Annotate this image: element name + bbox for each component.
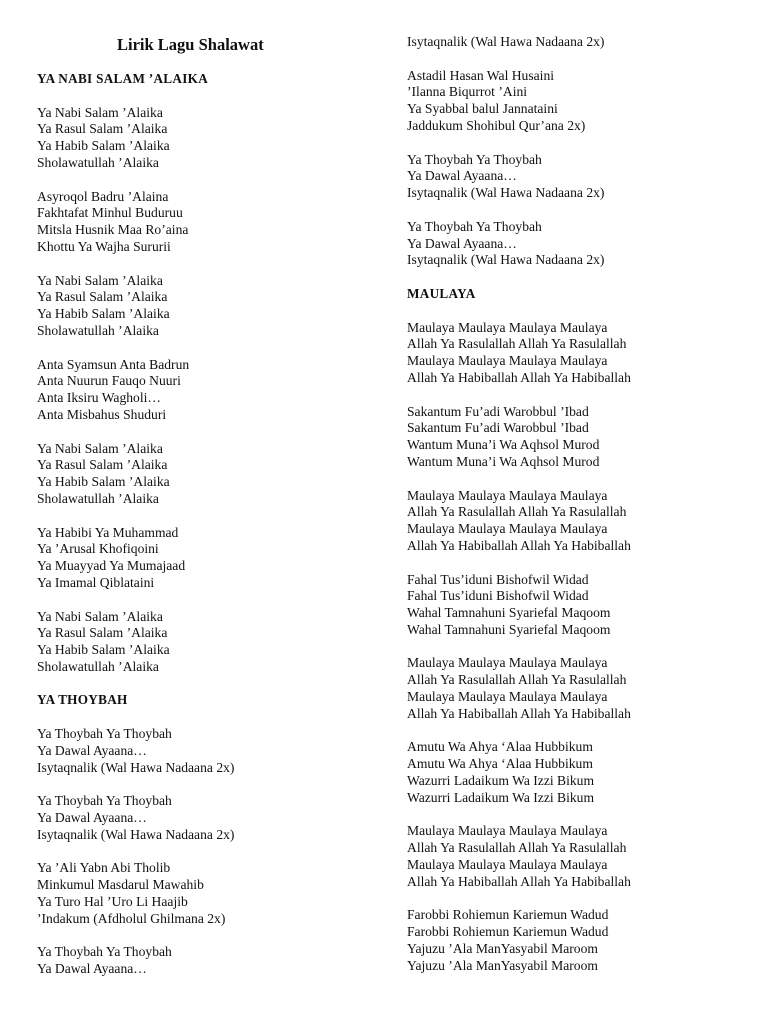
lyric-line: Ya Dawal Ayaana…	[407, 168, 517, 184]
stanza-gap	[37, 256, 377, 273]
lyric-line: Asyroqol Badru ’Alaina	[37, 188, 169, 204]
stanza-gap	[407, 303, 757, 320]
right-column-body	[407, 34, 757, 975]
lyric-line: Ya Thoybah Ya Thoybah	[37, 726, 172, 742]
stanza-gap	[37, 709, 377, 726]
lyric-line: Wantum Muna’i Wa Aqhsol Murod	[407, 453, 600, 469]
lyric-line: Astadil Hasan Wal Husaini	[407, 67, 555, 83]
lyric-line: Ya Turo Hal ’Uro Li Haajib	[37, 894, 188, 910]
lyric-line: Mitsla Husnik Maa Ro’aina	[37, 222, 189, 238]
lyric-line: Allah Ya Habiballah Allah Ya Habiballah	[407, 537, 631, 553]
section-heading: MAULAYA	[407, 285, 476, 301]
lyric-line: Allah Ya Habiballah Allah Ya Habiballah	[407, 873, 631, 889]
lyric-line: Ya Habib Salam ’Alaika	[37, 306, 170, 322]
lyric-line: Sholawatullah ’Alaika	[37, 658, 159, 674]
lyric-line: Wahal Tamnahuni Syariefal Maqoom	[407, 605, 611, 621]
stanza-gap	[37, 676, 377, 693]
lyric-line: Minkumul Masdarul Mawahib	[37, 877, 204, 893]
lyric-line: Ya Dawal Ayaana…	[37, 961, 147, 977]
lyric-line: Allah Ya Rasulallah Allah Ya Rasulallah	[407, 504, 627, 520]
lyric-line: Maulaya Maulaya Maulaya Maulaya	[407, 655, 608, 671]
lyric-line: Ya Thoybah Ya Thoybah	[37, 944, 172, 960]
lyric-line: Isytaqnalik (Wal Hawa Nadaana 2x)	[37, 826, 235, 842]
lyric-line: Sholawatullah ’Alaika	[37, 322, 159, 338]
lyric-line: Allah Ya Habiballah Allah Ya Habiballah	[407, 369, 631, 385]
stanza-gap	[407, 555, 757, 572]
stanza-gap	[37, 88, 377, 105]
lyric-line: Wantum Muna’i Wa Aqhsol Murod	[407, 437, 600, 453]
lyric-line: Allah Ya Rasulallah Allah Ya Rasulallah	[407, 672, 627, 688]
lyric-line: Sholawatullah ’Alaika	[37, 154, 159, 170]
lyric-line: Ya Thoybah Ya Thoybah	[37, 793, 172, 809]
lyric-line: Allah Ya Rasulallah Allah Ya Rasulallah	[407, 840, 627, 856]
stanza-gap	[407, 471, 757, 488]
right-top-spacer	[407, 0, 757, 34]
stanza-gap	[37, 340, 377, 357]
lyric-line: Ya Habib Salam ’Alaika	[37, 642, 170, 658]
stanza-gap	[407, 807, 757, 824]
stanza-gap	[37, 776, 377, 793]
lyric-line: Sakantum Fu’adi Warobbul ’Ibad	[407, 420, 589, 436]
lyric-line: Sakantum Fu’adi Warobbul ’Ibad	[407, 403, 589, 419]
lyric-line: Ya ’Ali Yabn Abi Tholib	[37, 860, 171, 876]
lyric-line: Maulaya Maulaya Maulaya Maulaya	[407, 487, 608, 503]
stanza-gap	[407, 51, 757, 68]
lyric-line: ’Ilanna Biqurrot ’Aini	[407, 84, 528, 100]
lyric-line: Maulaya Maulaya Maulaya Maulaya	[407, 689, 608, 705]
lyric-line: Ya Nabi Salam ’Alaika	[37, 104, 163, 120]
stanza-gap	[407, 891, 757, 908]
lyric-line: Ya Thoybah Ya Thoybah	[407, 151, 542, 167]
lyric-line: Anta Misbahus Shuduri	[37, 406, 167, 422]
left-column	[37, 0, 377, 978]
lyric-line: Ya Habib Salam ’Alaika	[37, 474, 170, 490]
lyric-line: Ya Rasul Salam ’Alaika	[37, 457, 168, 473]
lyric-line: Wazurri Ladaikum Wa Izzi Bikum	[407, 789, 595, 805]
lyric-line: Allah Ya Habiballah Allah Ya Habiballah	[407, 705, 631, 721]
lyric-line: Amutu Wa Ahya ‘Alaa Hubbikum	[407, 756, 593, 772]
lyric-line: Ya Dawal Ayaana…	[37, 742, 147, 758]
section-heading: YA NABI SALAM ’ALAIKA	[37, 71, 209, 86]
lyric-line: Amutu Wa Ahya ‘Alaa Hubbikum	[407, 739, 593, 755]
stanza-gap	[407, 202, 757, 219]
left-column-body	[37, 71, 377, 978]
lyric-line: Ya ’Arusal Khofiqoini	[37, 541, 159, 557]
lyric-line: Sholawatullah ’Alaika	[37, 490, 159, 506]
stanza-gap	[37, 928, 377, 945]
lyric-line: Isytaqnalik (Wal Hawa Nadaana 2x)	[407, 34, 605, 49]
lyric-line: Anta Nuurun Fauqo Nuuri	[37, 373, 181, 389]
lyric-line: Ya Rasul Salam ’Alaika	[37, 625, 168, 641]
lyric-line: Yajuzu ’Ala ManYasyabil Maroom	[407, 957, 598, 973]
stanza-gap	[37, 424, 377, 441]
lyric-line: Isytaqnalik (Wal Hawa Nadaana 2x)	[37, 759, 235, 775]
lyric-line: Maulaya Maulaya Maulaya Maulaya	[407, 857, 608, 873]
lyric-line: Fahal Tus’iduni Bishofwil Widad	[407, 571, 589, 587]
lyric-line: Ya Rasul Salam ’Alaika	[37, 289, 168, 305]
lyric-line: Isytaqnalik (Wal Hawa Nadaana 2x)	[407, 185, 605, 201]
lyric-line: Ya Habib Salam ’Alaika	[37, 138, 170, 154]
lyric-line: Fakhtafat Minhul Buduruu	[37, 205, 183, 221]
stanza-gap	[407, 269, 757, 286]
stanza-gap	[407, 723, 757, 740]
lyric-line: Maulaya Maulaya Maulaya Maulaya	[407, 319, 608, 335]
stanza-gap	[407, 387, 757, 404]
lyric-line: Ya Rasul Salam ’Alaika	[37, 121, 168, 137]
lyric-line: Ya Imamal Qiblataini	[37, 574, 155, 590]
lyric-line: Ya Habibi Ya Muhammad	[37, 524, 179, 540]
lyric-line: ’Indakum (Afdholul Ghilmana 2x)	[37, 910, 226, 926]
document-title: Lirik Lagu Shalawat	[117, 35, 264, 54]
lyric-line: Maulaya Maulaya Maulaya Maulaya	[407, 823, 608, 839]
lyric-line: Anta Iksiru Wagholi…	[37, 390, 162, 406]
right-column	[407, 0, 757, 975]
lyric-line: Farobbi Rohiemun Kariemun Wadud	[407, 924, 609, 940]
lyric-line: Maulaya Maulaya Maulaya Maulaya	[407, 521, 608, 537]
lyric-line: Ya Nabi Salam ’Alaika	[37, 608, 163, 624]
lyric-line: Khottu Ya Wajha Sururii	[37, 238, 171, 254]
lyric-line: Isytaqnalik (Wal Hawa Nadaana 2x)	[407, 252, 605, 268]
lyric-line: Ya Dawal Ayaana…	[407, 235, 517, 251]
section-heading: YA THOYBAH	[37, 692, 128, 708]
lyric-line: Wahal Tamnahuni Syariefal Maqoom	[407, 621, 611, 637]
lyric-line: Yajuzu ’Ala ManYasyabil Maroom	[407, 941, 598, 957]
stanza-gap	[37, 592, 377, 609]
lyric-line: Ya Syabbal balul Jannataini	[407, 101, 558, 117]
lyric-line: Fahal Tus’iduni Bishofwil Widad	[407, 588, 589, 604]
lyric-line: Ya Thoybah Ya Thoybah	[407, 218, 542, 234]
lyric-line: Ya Muayyad Ya Mumajaad	[37, 558, 186, 574]
stanza-gap	[37, 844, 377, 861]
lyric-line: Farobbi Rohiemun Kariemun Wadud	[407, 907, 609, 923]
lyric-line: Allah Ya Rasulallah Allah Ya Rasulallah	[407, 336, 627, 352]
stanza-gap	[37, 508, 377, 525]
stanza-gap	[37, 172, 377, 189]
lyric-line: Ya Nabi Salam ’Alaika	[37, 272, 163, 288]
lyric-line: Anta Syamsun Anta Badrun	[37, 356, 190, 372]
stanza-gap	[407, 135, 757, 152]
title-spacer	[37, 55, 377, 71]
lyric-line: Jaddukum Shohibul Qur’ana 2x)	[407, 117, 586, 133]
lyric-line: Wazurri Ladaikum Wa Izzi Bikum	[407, 773, 595, 789]
lyric-line: Ya Nabi Salam ’Alaika	[37, 440, 163, 456]
stanza-gap	[407, 639, 757, 656]
lyric-line: Ya Dawal Ayaana…	[37, 810, 147, 826]
lyric-line: Maulaya Maulaya Maulaya Maulaya	[407, 353, 608, 369]
